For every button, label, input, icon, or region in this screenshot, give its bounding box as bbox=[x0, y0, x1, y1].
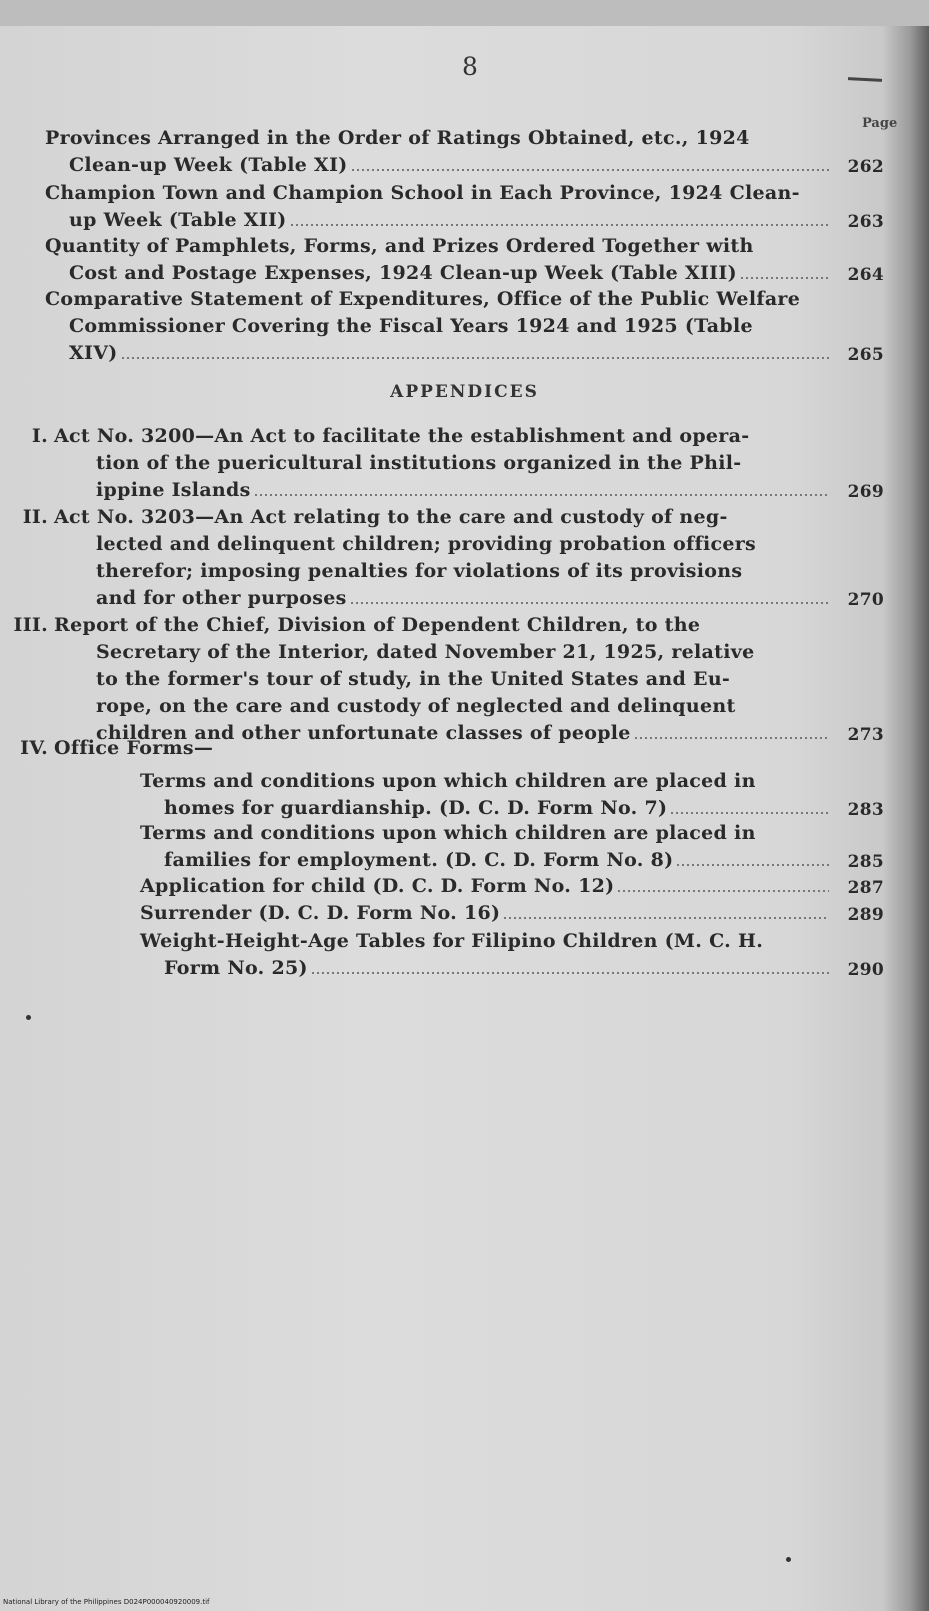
leader-dots bbox=[312, 972, 829, 974]
entry-page-number: 290 bbox=[847, 960, 884, 980]
entry-page-number: 289 bbox=[847, 905, 884, 925]
entry-page-number: 269 bbox=[847, 482, 884, 502]
entry-last-line bbox=[45, 207, 929, 234]
entry-page-number: 273 bbox=[847, 725, 884, 745]
entry-line: rope, on the care and custody of neglected and delinquent bbox=[96, 695, 736, 717]
entry-last-line bbox=[140, 900, 929, 927]
scan-speck bbox=[786, 1557, 791, 1562]
toc-entry bbox=[45, 180, 929, 234]
entry-page-number: 262 bbox=[847, 157, 884, 177]
entry-text: Cost and Postage Expenses, 1924 Clean-up Week (Table XIII) bbox=[69, 262, 737, 284]
entry-text: Office Forms— bbox=[54, 737, 214, 759]
entry-page-number: 263 bbox=[847, 212, 884, 232]
entry-last-line bbox=[0, 735, 929, 762]
entry-text: families for employment. (D. C. D. Form No. 8) bbox=[164, 849, 674, 871]
entry-last-line bbox=[140, 847, 929, 874]
entry-last-line bbox=[140, 873, 929, 900]
leader-dots bbox=[122, 357, 829, 359]
appendix-number: IV. bbox=[20, 737, 48, 759]
scan-speck bbox=[26, 1015, 31, 1020]
appendices-heading: APPENDICES bbox=[390, 382, 539, 402]
entry-last-line bbox=[140, 795, 929, 822]
page-column-label: Page bbox=[862, 116, 898, 131]
entry-last-line bbox=[45, 340, 929, 367]
entry-text: Surrender (D. C. D. Form No. 16) bbox=[140, 902, 501, 924]
appendix-entry bbox=[0, 735, 929, 762]
entry-page-number: 283 bbox=[847, 800, 884, 820]
entry-line: Secretary of the Interior, dated November 21, 1925, relative bbox=[96, 641, 755, 663]
entry-last-line bbox=[140, 955, 929, 982]
form-entry bbox=[140, 928, 929, 982]
entry-line: to the former's tour of study, in the United States and Eu- bbox=[96, 668, 731, 690]
margin-dash-mark bbox=[848, 77, 882, 82]
leader-dots bbox=[741, 277, 829, 279]
entry-text: Application for child (D. C. D. Form No. 12) bbox=[140, 875, 615, 897]
entry-line: lected and delinquent children; providing probation officers bbox=[96, 533, 757, 555]
entry-line: I. Act No. 3200—An Act to facilitate the establishment and opera- bbox=[0, 423, 929, 450]
entry-text: XIV) bbox=[69, 342, 118, 364]
page-number: 8 bbox=[462, 52, 478, 81]
appendix-entry bbox=[0, 504, 929, 612]
toc-entry bbox=[45, 233, 929, 287]
entry-page-number: 265 bbox=[847, 345, 884, 365]
form-entry bbox=[140, 873, 929, 900]
entry-page-number: 285 bbox=[847, 852, 884, 872]
entry-text: Form No. 25) bbox=[164, 957, 308, 979]
form-entry bbox=[140, 900, 929, 927]
entry-line: II. Act No. 3203—An Act relating to the care and custody of neg- bbox=[0, 504, 929, 531]
leader-dots bbox=[291, 224, 829, 226]
entry-line: III. Report of the Chief, Division of Dependent Children, to the bbox=[0, 612, 929, 639]
appendix-number: III. bbox=[13, 614, 48, 636]
entry-line: therefor; imposing penalties for violations of its provisions bbox=[96, 560, 743, 582]
entry-last-line bbox=[45, 260, 929, 287]
entry-line: Champion Town and Champion School in Each Province, 1924 Clean- bbox=[45, 182, 800, 204]
scan-footer: National Library of the Philippines D024P000040920009.tif bbox=[3, 1598, 210, 1606]
leader-dots bbox=[618, 890, 829, 892]
entry-page-number: 270 bbox=[847, 590, 884, 610]
entry-line: tion of the puericultural institutions organized in the Phil- bbox=[96, 452, 742, 474]
entry-page-number: 287 bbox=[847, 878, 884, 898]
entry-line: Quantity of Pamphlets, Forms, and Prizes Ordered Together with bbox=[45, 235, 754, 257]
entry-last-line bbox=[45, 152, 929, 179]
entry-last-line bbox=[0, 477, 929, 504]
appendix-entry bbox=[0, 612, 929, 747]
entry-text: ippine Islands bbox=[96, 479, 251, 501]
appendix-entry bbox=[0, 423, 929, 504]
appendix-number: I. bbox=[31, 425, 48, 447]
entry-line: Commissioner Covering the Fiscal Years 1924 and 1925 (Table bbox=[69, 315, 753, 337]
leader-dots bbox=[677, 864, 829, 866]
form-entry bbox=[140, 768, 929, 822]
scan-top-band bbox=[0, 0, 929, 26]
entry-line: Terms and conditions upon which children are placed in bbox=[140, 822, 756, 844]
form-entry bbox=[140, 820, 929, 874]
entry-text: children and other unfortunate classes of people bbox=[96, 722, 631, 744]
leader-dots bbox=[671, 812, 829, 814]
entry-page-number: 264 bbox=[847, 265, 884, 285]
entry-text: up Week (Table XII) bbox=[69, 209, 287, 231]
appendix-number: II. bbox=[22, 506, 48, 528]
entry-last-line bbox=[0, 585, 929, 612]
entry-line: Provinces Arranged in the Order of Ratings Obtained, etc., 1924 bbox=[45, 127, 750, 149]
entry-line: Terms and conditions upon which children are placed in bbox=[140, 770, 756, 792]
entry-text: Clean-up Week (Table XI) bbox=[69, 154, 348, 176]
leader-dots bbox=[352, 169, 829, 171]
leader-dots bbox=[504, 917, 829, 919]
entry-line: Comparative Statement of Expenditures, Office of the Public Welfare bbox=[45, 288, 801, 310]
toc-entry bbox=[45, 125, 929, 179]
leader-dots bbox=[351, 602, 829, 604]
leader-dots bbox=[255, 494, 829, 496]
toc-entry bbox=[45, 286, 929, 367]
entry-text: homes for guardianship. (D. C. D. Form No. 7) bbox=[164, 797, 668, 819]
entry-text: and for other purposes bbox=[96, 587, 347, 609]
entry-line: Weight-Height-Age Tables for Filipino Children (M. C. H. bbox=[140, 930, 764, 952]
